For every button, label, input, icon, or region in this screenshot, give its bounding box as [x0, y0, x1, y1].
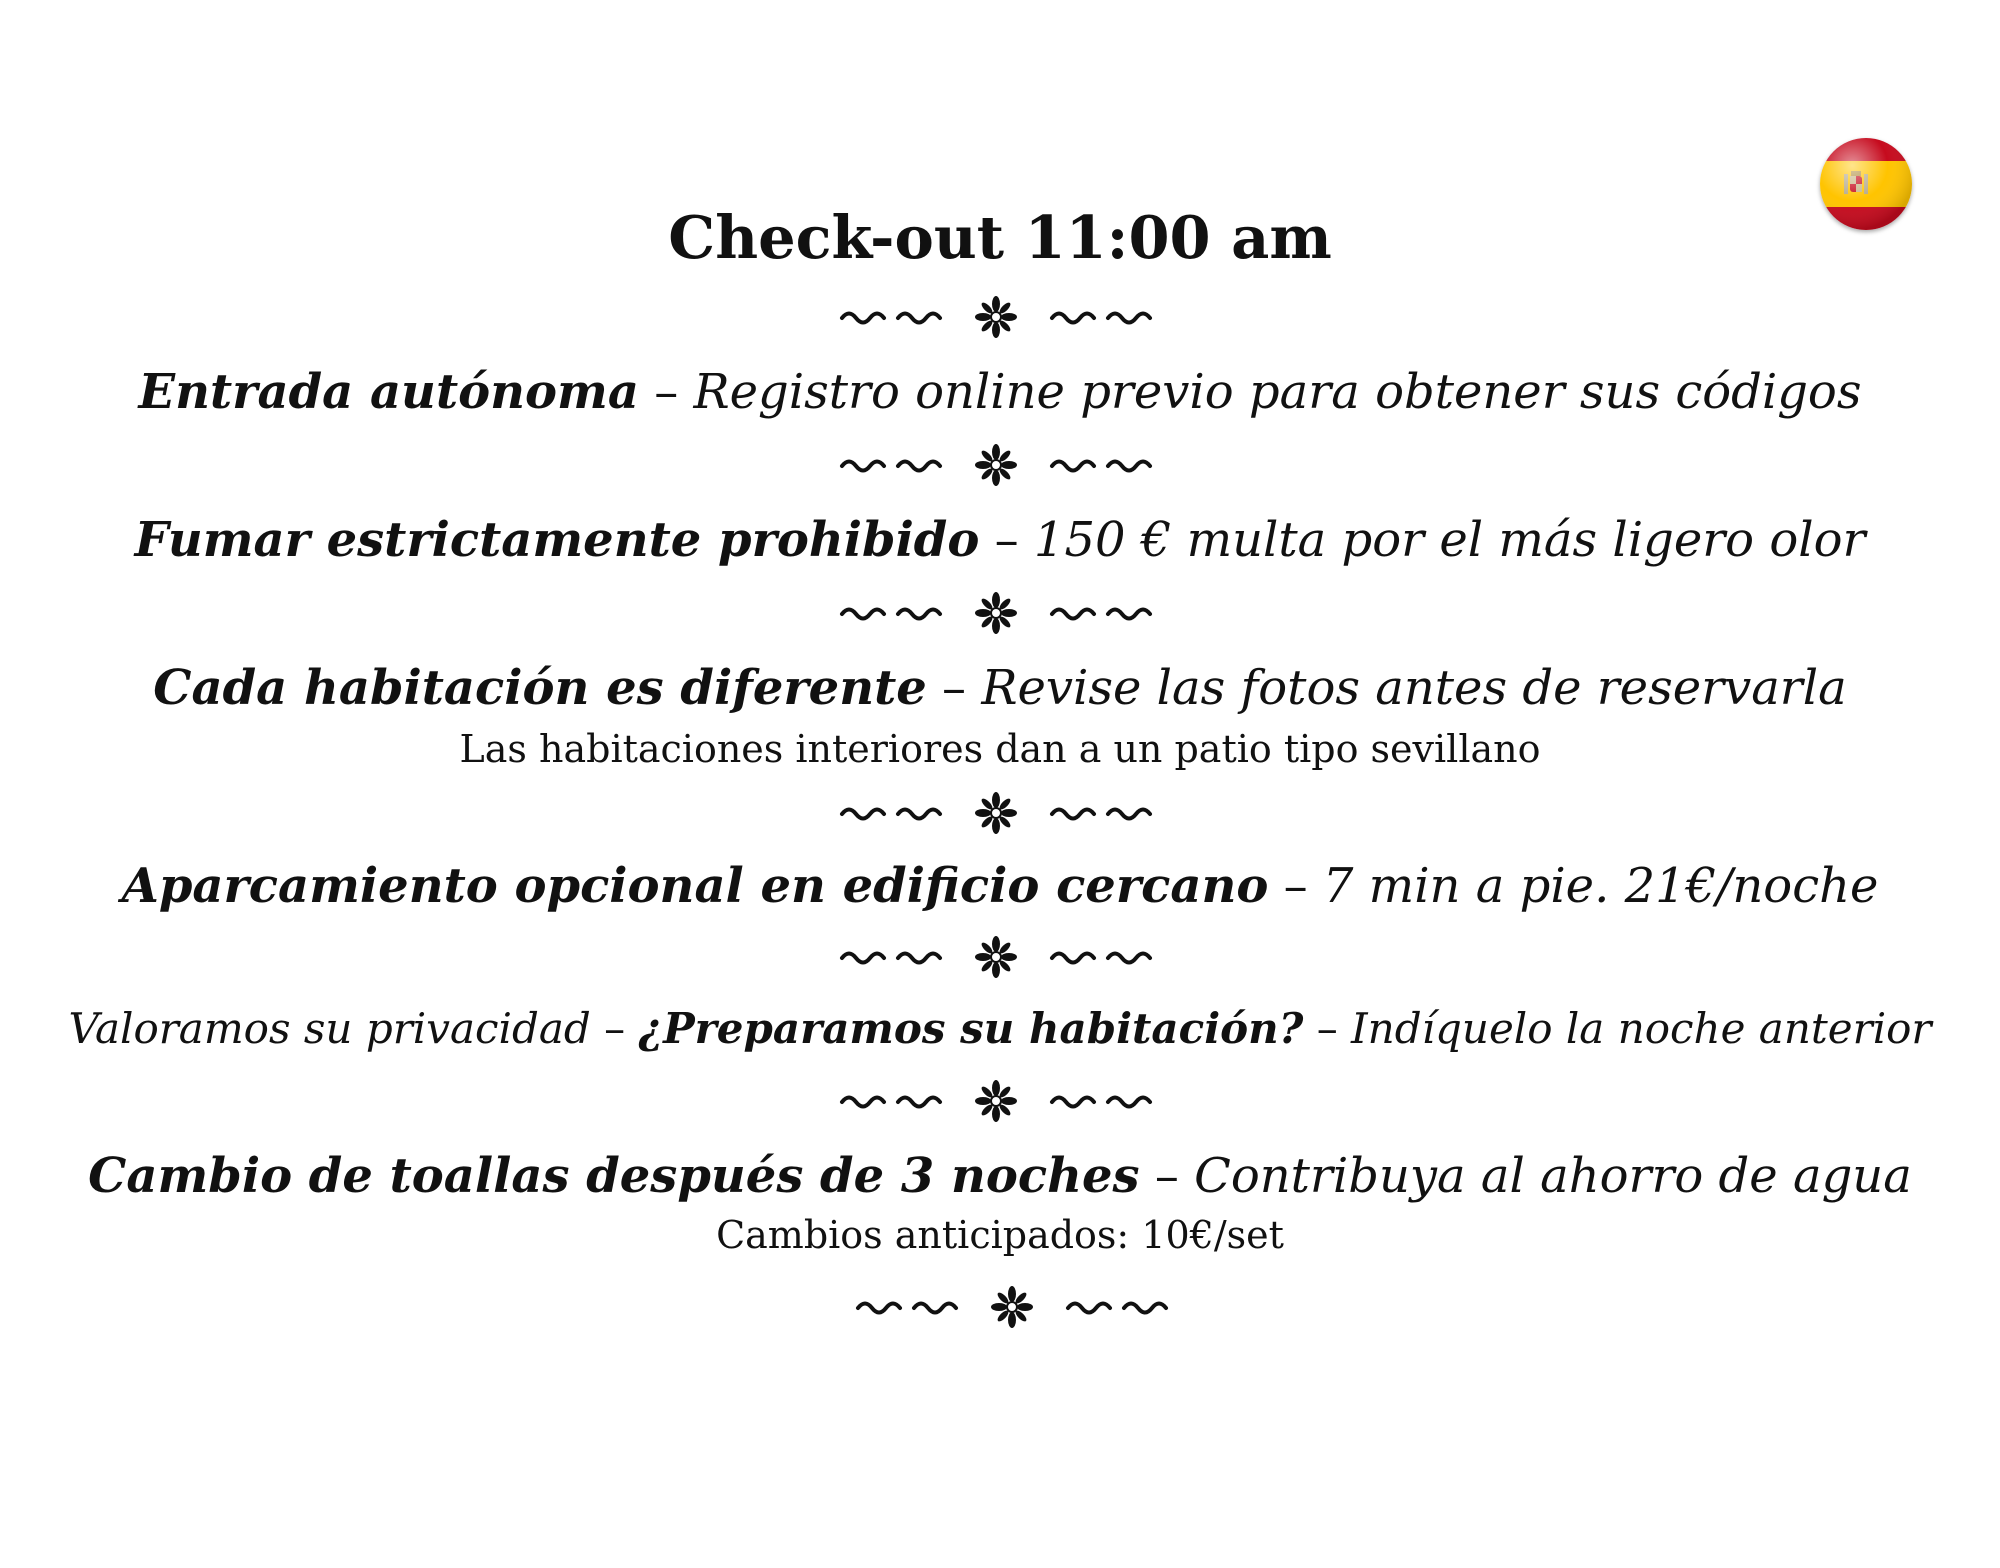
rule-dash: – — [1139, 1148, 1195, 1204]
rule-heading: ¿Preparamos su habitación? — [638, 1004, 1304, 1053]
rule-heading: Entrada autónoma — [138, 364, 639, 420]
ornament-divider-icon — [836, 588, 1156, 638]
rule-note: Las habitaciones interiores dan a un patio tipo sevillano — [459, 727, 1541, 771]
rule-dash: – — [979, 512, 1034, 568]
ornament-divider-icon — [836, 1076, 1156, 1126]
rule-heading: Aparcamiento opcional en edificio cercano — [121, 858, 1269, 914]
rule-rooms-different — [0, 660, 2000, 716]
rule-dash: – — [638, 364, 694, 420]
rule-detail: Indíquelo la noche anterior — [1351, 1004, 1932, 1053]
rule-dash: – — [1268, 858, 1323, 914]
rule-no-smoking — [0, 512, 2000, 568]
rule-detail: Contribuya al ahorro de agua — [1194, 1148, 1912, 1204]
rule-self-checkin — [0, 364, 2000, 420]
rule-detail: 7 min a pie. 21€/noche — [1322, 858, 1879, 914]
rule-heading: Cada habitación es diferente — [153, 660, 927, 716]
rule-intro: Valoramos su privacidad — [68, 1004, 591, 1053]
rule-dash: – — [926, 660, 982, 716]
ornament-divider-icon — [836, 440, 1156, 490]
rule-detail: Revise las fotos antes de reservarla — [981, 660, 1847, 716]
rule-detail: Registro online previo para obtener sus códigos — [693, 364, 1862, 420]
rule-note: Cambios anticipados: 10€/set — [716, 1213, 1284, 1257]
rule-detail: 150 € multa por el más ligero olor — [1033, 512, 1866, 568]
rule-privacy — [0, 1004, 2000, 1053]
ornament-divider-icon — [852, 1282, 1172, 1332]
ornament-divider-icon — [836, 932, 1156, 982]
rule-heading: Cambio de toallas después de 3 noches — [88, 1148, 1140, 1204]
page-title: Check-out 11:00 am — [668, 203, 1332, 272]
rule-dash: – — [1303, 1004, 1352, 1053]
ornament-divider-icon — [836, 788, 1156, 838]
rule-parking — [0, 858, 2000, 914]
rule-dash: – — [590, 1004, 639, 1053]
rule-heading: Fumar estrictamente prohibido — [134, 512, 980, 568]
rule-towels — [0, 1148, 2000, 1204]
ornament-divider-icon — [836, 292, 1156, 342]
